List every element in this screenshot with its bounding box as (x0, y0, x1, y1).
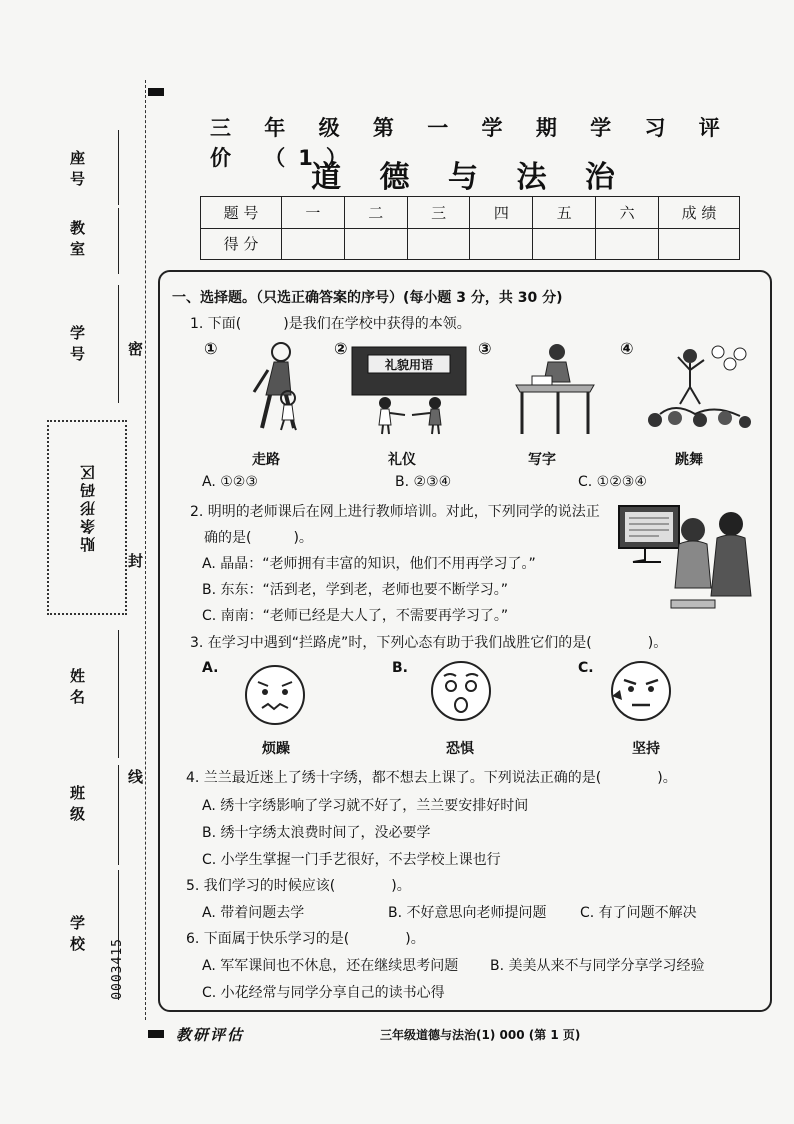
registration-mark-top (148, 88, 164, 96)
score-header-label: 题 号 (201, 197, 282, 229)
q1-marker-2: ② (334, 339, 348, 358)
q5-option-b[interactable]: B. 不好意思向老师提问题 (388, 905, 547, 921)
score-col-6: 六 (596, 197, 659, 229)
score-cell-2[interactable] (344, 228, 407, 260)
student-number-field[interactable] (118, 285, 119, 403)
score-col-1: 一 (282, 197, 345, 229)
barcode-area-label: 贴条形码区 (79, 462, 97, 552)
class-field[interactable] (118, 765, 119, 865)
paper-code: 0003415 (110, 938, 125, 1000)
q2-text-line1: 2. 明明的老师课后在网上进行教师培训。对此，下列同学的说法正 (190, 504, 600, 520)
score-row-label: 得 分 (201, 228, 282, 260)
q3-text: 3. 在学习中遇到“拦路虎”时，下列心态有助于我们战胜它们的是( )。 (190, 635, 668, 651)
section-1-heading: 一、选择题。（只选正确答案的序号）(每小题 3 分，共 30 分) (172, 290, 563, 306)
board-text: 礼貌用语 (384, 358, 434, 372)
score-col-5: 五 (533, 197, 596, 229)
q2-text-line2: 确的是( )。 (204, 530, 313, 546)
q1-marker-3: ③ (478, 339, 492, 358)
q1-caption-4: 跳舞 (675, 452, 703, 468)
q1-option-b[interactable]: B. ②③④ (395, 474, 452, 490)
q2-option-a[interactable]: A. 晶晶：“老师拥有丰富的知识，他们不用再学习了。” (202, 556, 536, 572)
score-cell-4[interactable] (470, 228, 533, 260)
q1-text: 1. 下面( )是我们在学校中获得的本领。 (190, 316, 471, 332)
seat-number-label: 座号 (68, 150, 86, 192)
q6-option-c[interactable]: C. 小花经常与同学分享自己的读书心得 (202, 985, 445, 1001)
q1-option-a[interactable]: A. ①②③ (202, 474, 258, 490)
q3-letter-b[interactable]: B. (392, 660, 408, 676)
score-cell-6[interactable] (596, 228, 659, 260)
score-table (200, 196, 740, 260)
dancing-illustration (640, 342, 755, 434)
seat-number-field[interactable] (118, 130, 119, 205)
persistence-face (610, 660, 672, 722)
classroom-field[interactable] (118, 208, 119, 274)
score-col-3: 三 (407, 197, 470, 229)
exam-title: 三 年 级 第 一 学 期 学 习 评 价 （1） (210, 116, 733, 170)
name-label: 姓名 (68, 668, 86, 710)
q2-option-c[interactable]: C. 南南：“老师已经是大人了，不需要再学习了。” (202, 608, 509, 624)
q3-letter-c[interactable]: C. (578, 660, 594, 676)
classroom-label: 教室 (68, 220, 86, 262)
q6-option-b[interactable]: B. 美美从来不与同学分享学习经验 (490, 958, 705, 974)
footer-brand: 教研评估 (176, 1026, 245, 1044)
q1-caption-3: 写字 (528, 452, 556, 468)
score-cell-total[interactable] (659, 228, 740, 260)
q6-text: 6. 下面属于快乐学习的是( )。 (186, 931, 425, 947)
q4-option-c[interactable]: C. 小学生掌握一门手艺很好，不去学校上课也行 (202, 852, 501, 868)
q3-letter-a[interactable]: A. (202, 660, 219, 676)
q1-caption-1: 走路 (252, 452, 280, 468)
footer-page-info: 三年级道德与法治(1) 000 (第 1 页) (380, 1028, 581, 1042)
q1-option-c[interactable]: C. ①②③④ (578, 474, 647, 490)
score-col-4: 四 (470, 197, 533, 229)
score-cell-5[interactable] (533, 228, 596, 260)
etiquette-illustration (350, 345, 468, 435)
score-col-2: 二 (344, 197, 407, 229)
writing-illustration (512, 340, 598, 435)
q3-caption-c: 坚持 (632, 741, 660, 757)
teacher-training-illustration (615, 500, 755, 612)
q1-marker-1: ① (204, 339, 218, 358)
irritable-face (244, 664, 306, 726)
q5-option-c[interactable]: C. 有了问题不解决 (580, 905, 697, 921)
class-label: 班级 (68, 785, 86, 827)
q3-caption-a: 烦躁 (262, 741, 290, 757)
fear-face (430, 660, 492, 722)
cut-marker-xian: 线 (128, 764, 143, 789)
subject-title: 道 德 与 法 治 (311, 160, 629, 195)
name-field[interactable] (118, 630, 119, 758)
q4-text: 4. 兰兰最近迷上了绣十字绣，都不想去上课了。下列说法正确的是( )。 (186, 770, 677, 786)
registration-mark-bottom (148, 1030, 164, 1038)
q1-marker-4: ④ (620, 339, 634, 358)
q5-text: 5. 我们学习的时候应该( )。 (186, 878, 411, 894)
score-col-total: 成 绩 (659, 197, 740, 229)
walking-illustration (236, 340, 316, 435)
barcode-area (47, 420, 127, 615)
school-label: 学校 (68, 915, 86, 957)
cut-marker-mi: 密 (128, 336, 143, 361)
q2-option-b[interactable]: B. 东东：“活到老，学到老，老师也要不断学习。” (202, 582, 509, 598)
q6-option-a[interactable]: A. 军军课间也不休息，还在继续思考问题 (202, 958, 459, 974)
student-number-label: 学号 (68, 325, 86, 367)
q4-option-b[interactable]: B. 绣十字绣太浪费时间了，没必要学 (202, 825, 431, 841)
q4-option-a[interactable]: A. 绣十字绣影响了学习就不好了，兰兰要安排好时间 (202, 798, 529, 814)
q3-caption-b: 恐惧 (446, 741, 474, 757)
q5-option-a[interactable]: A. 带着问题去学 (202, 905, 305, 921)
cut-line (145, 80, 146, 1020)
score-cell-1[interactable] (282, 228, 345, 260)
cut-marker-feng: 封 (128, 548, 143, 573)
score-cell-3[interactable] (407, 228, 470, 260)
q1-caption-2: 礼仪 (388, 452, 416, 468)
